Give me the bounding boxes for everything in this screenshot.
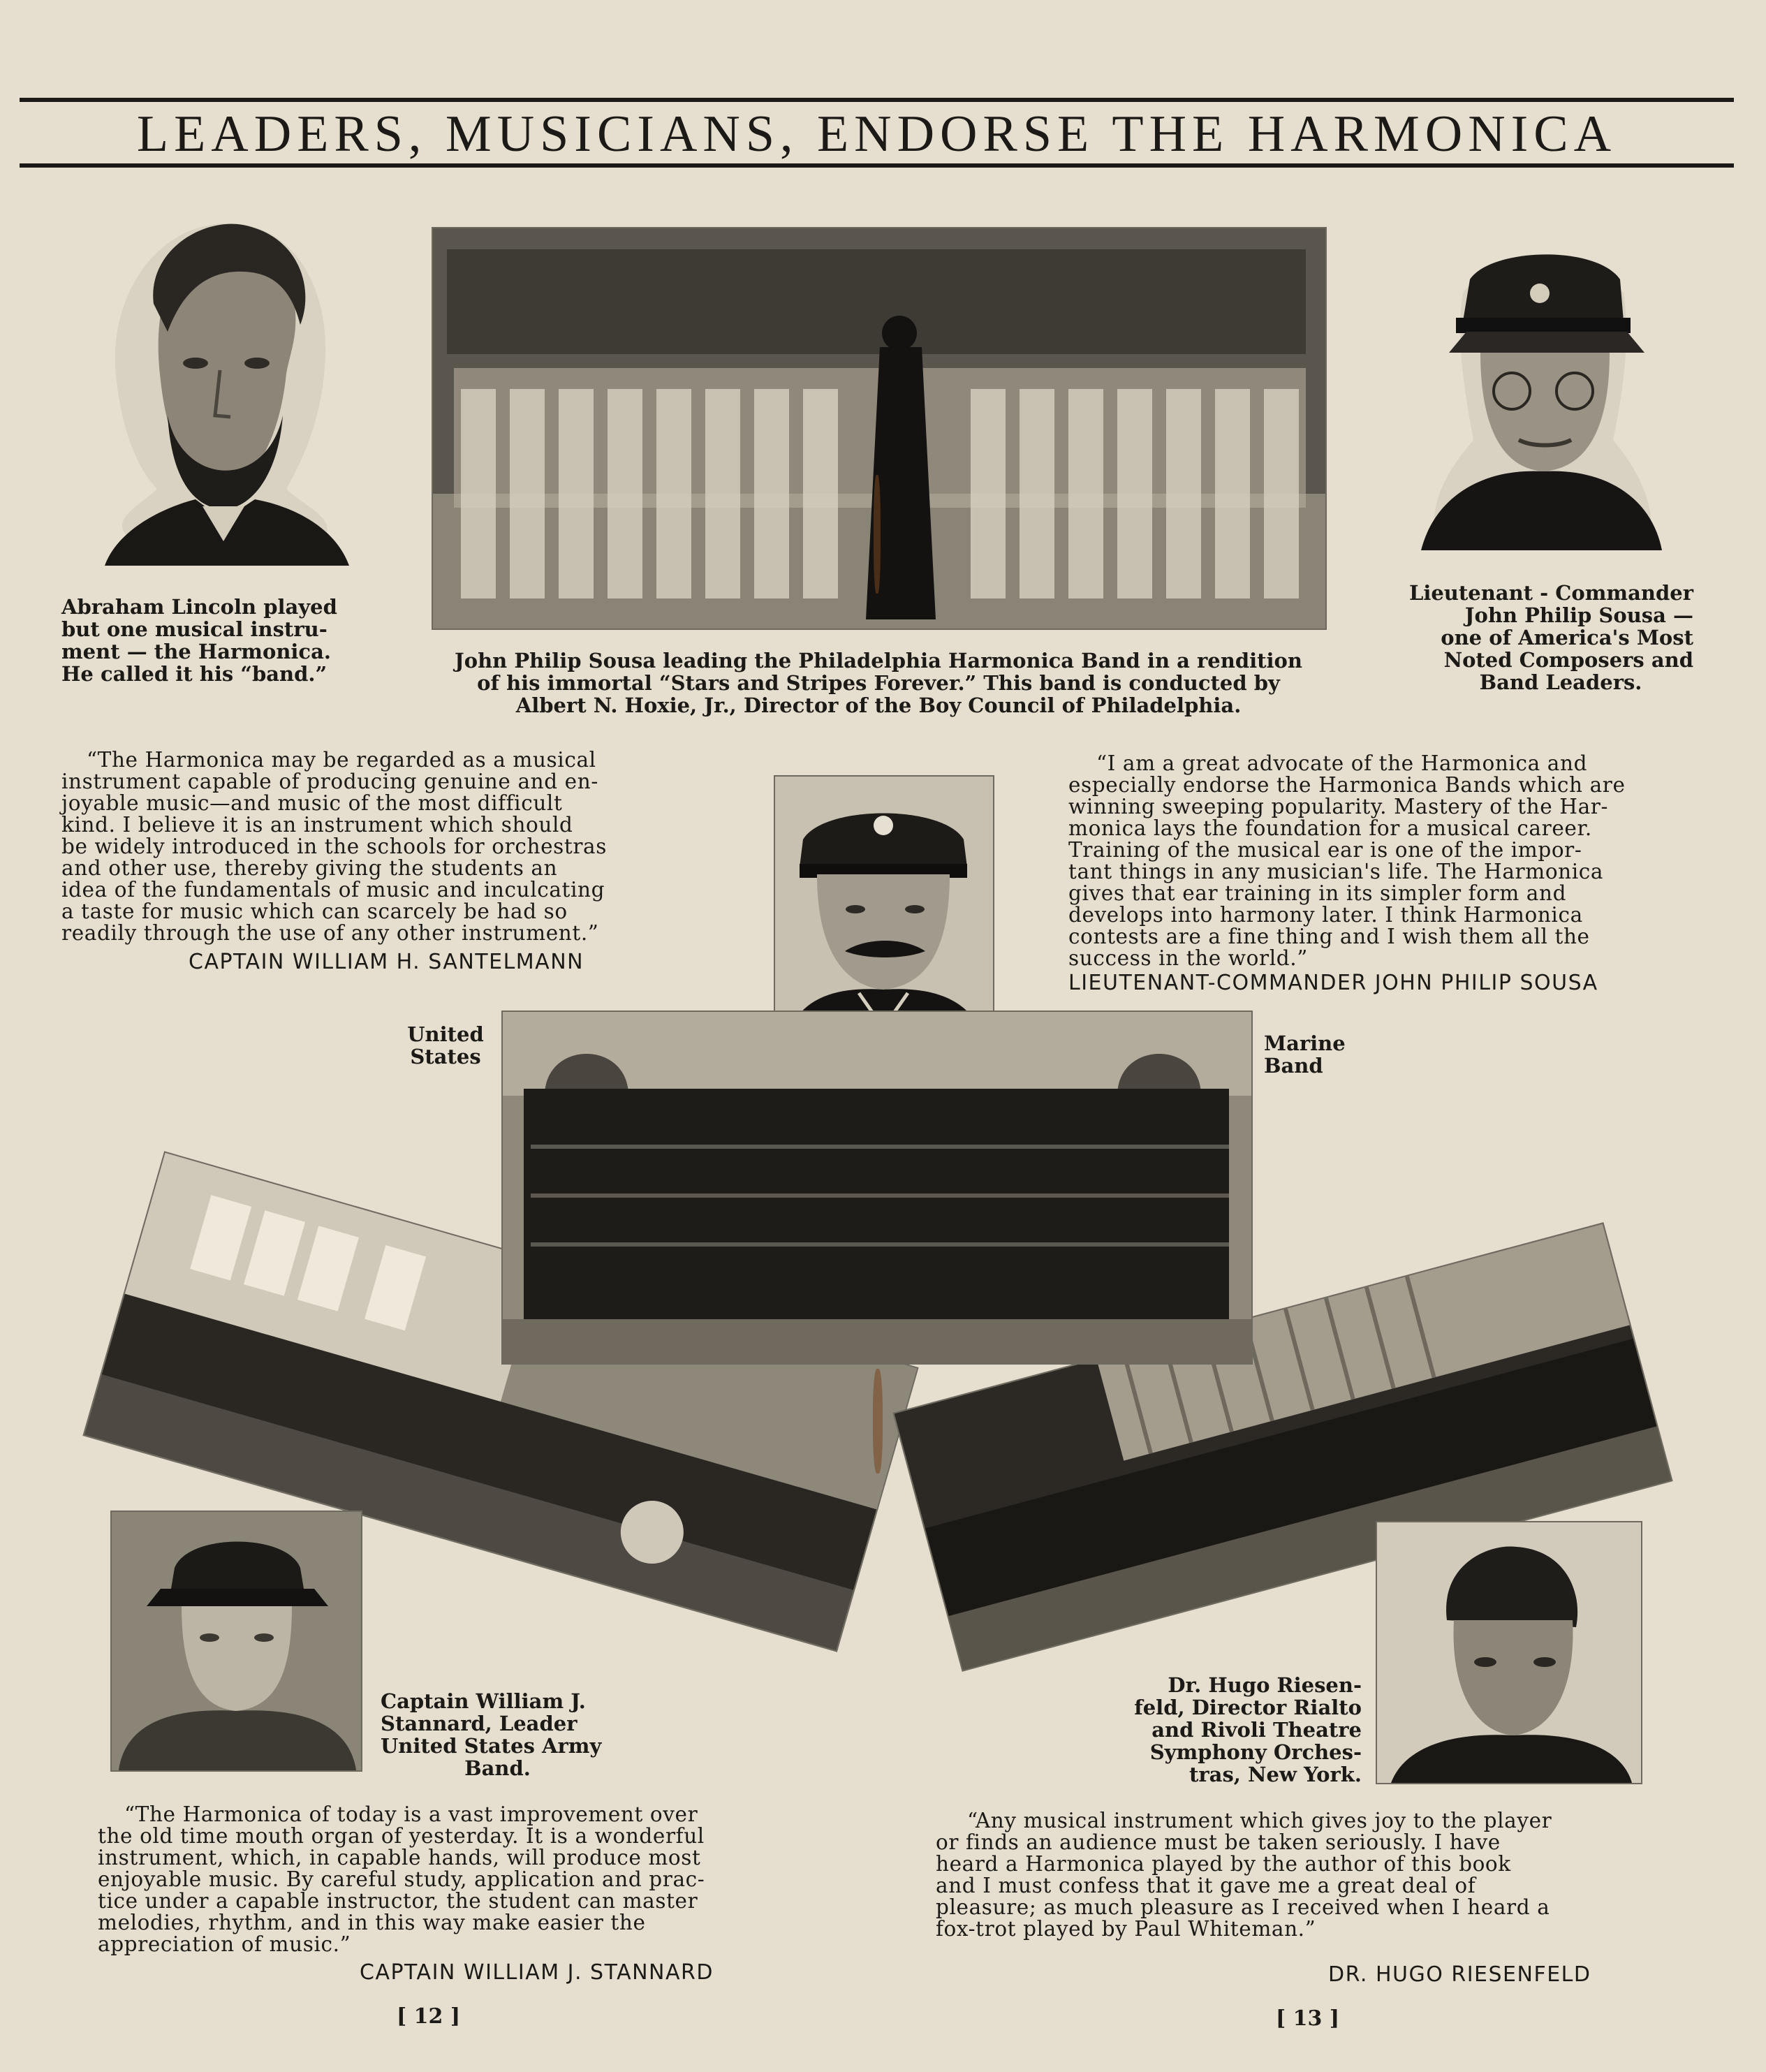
- caption-line: Band: [1264, 1054, 1323, 1078]
- header-rule-top: [20, 98, 1734, 102]
- binding-stain: [874, 475, 881, 594]
- quote-line: Training of the musical ear is one of the impor-: [1068, 838, 1582, 862]
- quote-line: instrument capable of producing genuine and en-: [61, 770, 598, 793]
- binding-stain: [873, 1369, 883, 1474]
- quote-line: “Any musical instrument which gives joy to the player: [967, 1809, 1552, 1832]
- quote-line: develops into harmony later. I think Harmonica: [1068, 903, 1583, 927]
- quote-line: winning sweeping popularity. Mastery of the Har-: [1068, 795, 1609, 818]
- quote-line: gives that ear training in its simpler form and: [1068, 881, 1567, 905]
- quote-line: kind. I believe it is an instrument which should: [61, 813, 573, 837]
- riesenfeld-portrait: [1376, 1521, 1642, 1784]
- riesenfeld-signature: DR. HUGO RIESENFELD: [1328, 1962, 1591, 1987]
- stannard-quote: [98, 1804, 809, 1955]
- quote-line: success in the world.”: [1068, 946, 1308, 970]
- caption-line: Band.: [464, 1756, 531, 1780]
- caption-line: feld, Director Rialto: [1134, 1696, 1362, 1719]
- caption-line: John Philip Sousa —: [1464, 603, 1693, 627]
- stannard-signature: CAPTAIN WILLIAM J. STANNARD: [360, 1960, 714, 1985]
- quote-line: be widely introduced in the schools for orchestras: [61, 835, 607, 858]
- caption-line: Lieutenant - Commander: [1408, 581, 1693, 605]
- caption-line: tras, New York.: [1189, 1763, 1362, 1786]
- quote-line: readily through the use of any other instrument.”: [61, 921, 599, 945]
- page-number-left: [ 12 ]: [397, 2004, 461, 2029]
- quote-line: or finds an audience must be taken seriously. I have: [936, 1830, 1501, 1854]
- caption-line: United: [407, 1022, 484, 1046]
- sousa-signature: LIEUTENANT-COMMANDER JOHN PHILIP SOUSA: [1068, 971, 1598, 995]
- caption-line: Stannard, Leader: [381, 1712, 577, 1735]
- caption-line: Symphony Orches-: [1149, 1740, 1362, 1764]
- page-number-right: [ 13 ]: [1276, 2006, 1340, 2031]
- santelmann-quote: [61, 749, 686, 944]
- caption-line: Band Leaders.: [1479, 670, 1642, 694]
- marine-band-label-right: [1264, 1032, 1346, 1077]
- stannard-caption: [381, 1690, 615, 1779]
- quote-line: appreciation of music.”: [98, 1932, 351, 1956]
- quote-line: joyable music—and music of the most difficult: [61, 791, 563, 815]
- caption-line: but one musical instru-: [61, 617, 328, 641]
- quote-line: especially endorse the Harmonica Bands which are: [1068, 773, 1626, 797]
- santelmann-signature: CAPTAIN WILLIAM H. SANTELMANN: [189, 950, 584, 974]
- quote-line: “The Harmonica may be regarded as a musical: [87, 748, 596, 772]
- caption-line: one of America's Most: [1441, 626, 1693, 649]
- caption-line: Captain William J.: [381, 1689, 586, 1713]
- quote-line: tice under a capable instructor, the student can master: [98, 1889, 698, 1913]
- quote-line: tant things in any musician's life. The Harmonica: [1068, 860, 1604, 883]
- quote-line: fox-trot played by Paul Whiteman.”: [936, 1917, 1316, 1941]
- quote-line: pleasure; as much pleasure as I received when I heard a: [936, 1895, 1550, 1919]
- quote-line: the old time mouth organ of yesterday. It is a wonderful: [98, 1824, 705, 1848]
- sousa-portrait-caption: [1400, 582, 1693, 693]
- caption-line: of his immortal “Stars and Stripes Forever.” This band is conducted by: [477, 671, 1280, 695]
- caption-line: Noted Composers and: [1443, 648, 1693, 672]
- quote-line: and other use, thereby giving the students an: [61, 856, 558, 880]
- lincoln-portrait: [91, 213, 353, 566]
- caption-line: Albert N. Hoxie, Jr., Director of the Boy Council of Philadelphia.: [515, 693, 1242, 717]
- quote-line: a taste for music which can scarcely be had so: [61, 899, 568, 923]
- caption-line: and Rivoli Theatre: [1151, 1718, 1362, 1742]
- caption-line: United States Army: [381, 1734, 602, 1758]
- quote-line: monica lays the foundation for a musical career.: [1068, 816, 1592, 840]
- harmonica-band-caption: [421, 649, 1336, 717]
- caption-line: Abraham Lincoln played: [61, 595, 337, 619]
- quote-line: heard a Harmonica played by the author of this book: [936, 1852, 1511, 1876]
- stannard-portrait: [110, 1511, 362, 1772]
- lincoln-caption: [61, 596, 337, 685]
- caption-line: He called it his “band.”: [61, 662, 328, 686]
- sousa-portrait: [1414, 230, 1665, 550]
- quote-line: idea of the fundamentals of music and inculcating: [61, 878, 605, 902]
- caption-line: Dr. Hugo Riesen-: [1168, 1673, 1362, 1697]
- caption-line: Marine: [1264, 1031, 1346, 1055]
- caption-line: States: [410, 1045, 481, 1068]
- quote-line: enjoyable music. By careful study, application and prac-: [98, 1867, 705, 1891]
- quote-line: “The Harmonica of today is a vast improvement over: [124, 1802, 698, 1826]
- page-title: LEADERS, MUSICIANS, ENDORSE THE HARMONICA: [136, 105, 1617, 163]
- riesenfeld-quote: [936, 1810, 1644, 1940]
- caption-line: John Philip Sousa leading the Philadelphia Harmonica Band in a rendition: [455, 649, 1302, 673]
- quote-line: and I must confess that it gave me a great deal of: [936, 1874, 1476, 1897]
- riesenfeld-caption: [1121, 1674, 1362, 1786]
- marine-band-label-left: [404, 1023, 487, 1068]
- caption-line: ment — the Harmonica.: [61, 640, 331, 663]
- quote-line: contests are a fine thing and I wish them all the: [1068, 925, 1590, 948]
- marine-band-photo: [501, 1011, 1253, 1365]
- sousa-quote: [1068, 753, 1693, 969]
- header-rule-bottom: [20, 163, 1734, 168]
- quote-line: instrument, which, in capable hands, will produce most: [98, 1846, 701, 1869]
- quote-line: “I am a great advocate of the Harmonica and: [1096, 751, 1588, 775]
- quote-line: melodies, rhythm, and in this way make easier the: [98, 1911, 646, 1934]
